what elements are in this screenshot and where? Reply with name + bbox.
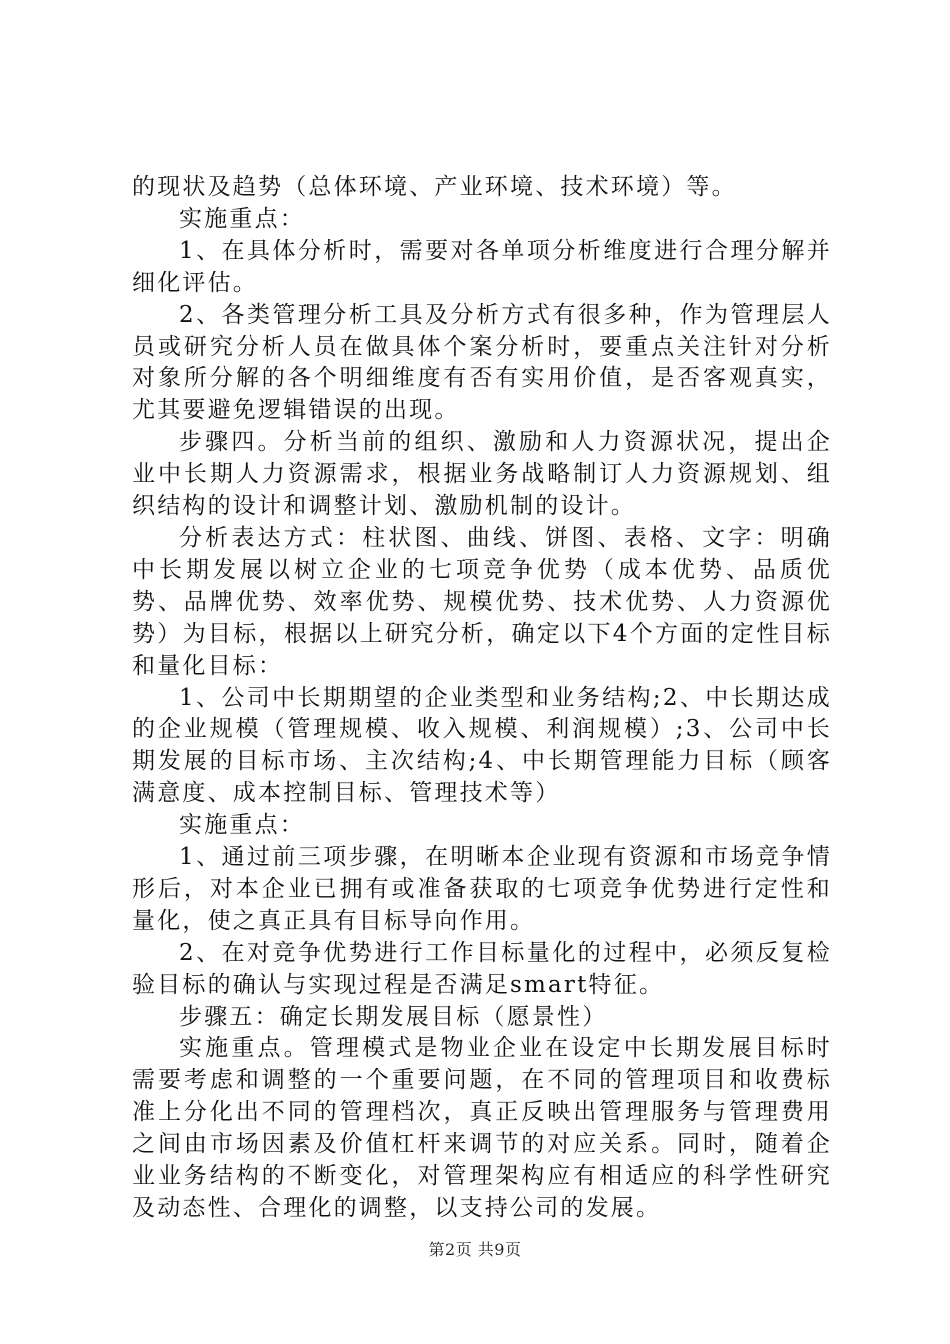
paragraph-point-1-b: 1、通过前三项步骤，在明晰本企业现有资源和市场竞争情形后，对本企业已拥有或准备获取的七项竞争优势进行定性和量化，使之真正具有目标导向作用。 (132, 844, 832, 934)
paragraph-continuation: 的现状及趋势（总体环境、产业环境、技术环境）等。 (132, 174, 737, 200)
paragraph-management-mode: 实施重点。管理模式是物业企业在设定中长期发展目标时需要考虑和调整的一个重要问题，在不同的管理项目和收费标准上分化出不同的管理档次，真正反映出管理服务与管理费用之间由市场因素及价值杠杆来调节的对应关系。同时，随着企业业务结构的不断变化，对管理架构应有相适应的科学性研究及动态性、合理化的调整，以支持公司的发展。 (132, 1035, 832, 1221)
paragraph-point-2: 2、各类管理分析工具及分析方式有很多种，作为管理层人员或研究分析人员在做具体个案分析时，要重点关注针对分析对象所分解的各个明细维度有否有实用价值，是否客观真实，尤其要避免逻辑错误的出现。 (132, 301, 832, 424)
page-number-footer: 第2页 共9页 (428, 1240, 522, 1259)
paragraph-analysis-expression: 分析表达方式：柱状图、曲线、饼图、表格、文字：明确中长期发展以树立企业的七项竞争优势（成本优势、品质优势、品牌优势、效率优势、规模优势、技术优势、人力资源优势）为目标，根据以上研究分析，确定以下4个方面的定性目标和量化目标： (132, 524, 832, 679)
heading-implementation-focus-2: 实施重点： (179, 812, 305, 839)
document-body (132, 172, 832, 1225)
paragraph-goal-list: 1、公司中长期期望的企业类型和业务结构;2、中长期达成的企业规模（管理规模、收入规模、利润规模）;3、公司中长期发展的目标市场、主次结构;4、中长期管理能力目标（顾客满意度、成本控制目标、管理技术等） (132, 684, 832, 807)
heading-step-five: 步骤五：确定长期发展目标（愿景性） (179, 1003, 608, 1030)
paragraph-point-1: 1、在具体分析时，需要对各单项分析维度进行合理分解并细化评估。 (132, 237, 832, 296)
paragraph-point-2-b: 2、在对竞争优势进行工作目标量化的过程中，必须反复检验目标的确认与实现过程是否满足smart特征。 (132, 939, 832, 998)
paragraph-step-four: 步骤四。分析当前的组织、激励和人力资源状况，提出企业中长期人力资源需求，根据业务战略制订人力资源规划、组织结构的设计和调整计划、激励机制的设计。 (132, 429, 832, 520)
heading-implementation-focus: 实施重点： (179, 205, 305, 232)
